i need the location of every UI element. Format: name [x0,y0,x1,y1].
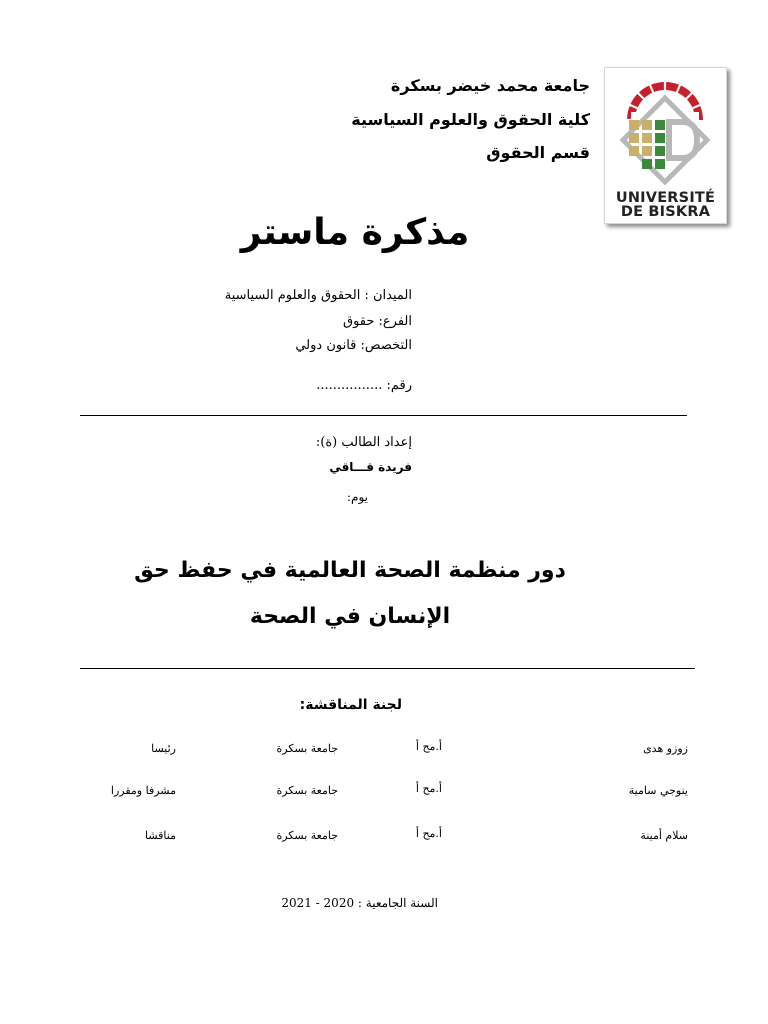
specialty-line: التخصص: قانون دولي [295,338,412,353]
jury-member-name: زوزو هدى [643,742,688,755]
jury-member-grade: أ.مح أ [415,782,442,795]
jury-member-university: جامعة بسكرة [276,784,338,797]
divider-top [80,415,687,416]
jury-member-role: مناقشا [145,829,176,842]
thesis-title-line2: الإنسان في الصحة [249,604,451,629]
faculty-name: كلية الحقوق والعلوم السياسية [351,110,590,129]
department-name: قسم الحقوق [486,143,590,162]
jury-member-grade: أ.مح أ [415,827,442,840]
document-title: مذكرة ماستر [240,212,470,253]
logo-text-line1: UNIVERSITÉ [615,190,716,206]
jury-member-university: جامعة بسكرة [276,829,338,842]
divider-bottom [80,668,695,669]
university-emblem-icon [605,68,726,193]
branch-line: الفرع: حقوق [342,314,412,329]
jury-member-university: جامعة بسكرة [276,742,338,755]
jury-member-role: رئيسا [151,742,176,755]
logo-text-line2: DE BISKRA [620,204,711,220]
field-line: الميدان : الحقوق والعلوم السياسية [224,288,412,303]
student-label: إعداد الطالب (ة): [315,435,412,450]
thesis-title [100,548,600,640]
jury-member-name: ينوجي سامية [628,784,688,797]
jury-member-role: مشرفا ومقررا [110,784,176,797]
university-logo [604,67,727,224]
thesis-title-line1: دور منظمة الصحة العالمية في حفظ حق [134,558,566,583]
student-name: فريدة قـــاقي [329,460,412,474]
number-line: رقم: ................ [316,378,412,393]
academic-year: السنة الجامعية : 2020 - 2021 [281,896,438,910]
defense-date: يوم: [346,490,368,504]
university-name: جامعة محمد خيضر بسكرة [390,76,590,95]
jury-title: لجنة المناقشة: [299,697,402,713]
jury-member-grade: أ.مح أ [415,740,442,753]
jury-member-name: سلام أمينة [640,829,688,842]
